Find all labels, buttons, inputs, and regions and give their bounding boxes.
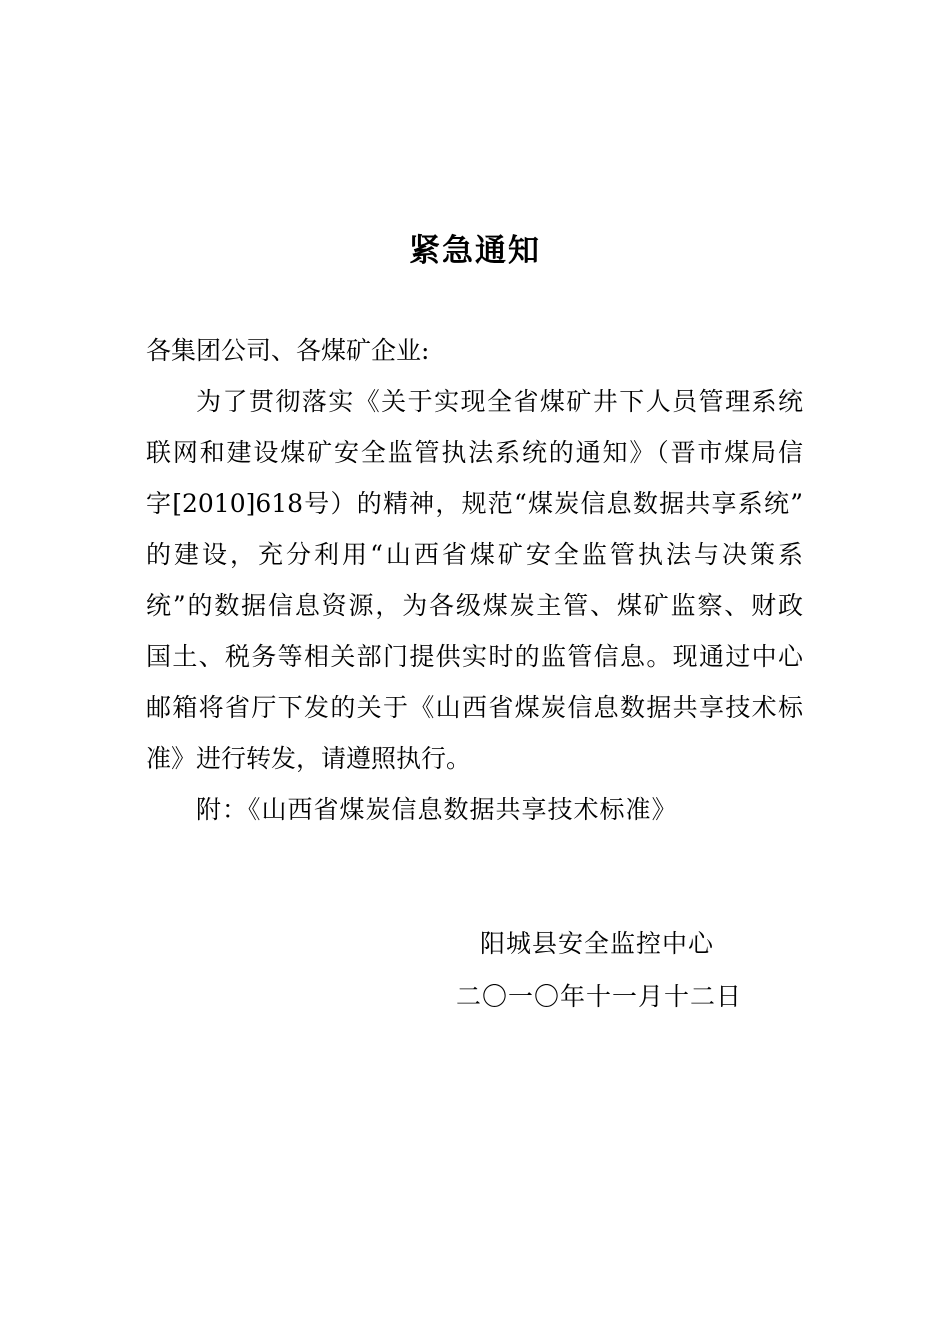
body-line: 字[2010]618号）的精神，规范“煤炭信息数据共享系统” bbox=[146, 489, 803, 518]
body-line: 的建设，充分利用“山西省煤矿安全监管执法与决策系 bbox=[146, 540, 803, 569]
issue-date: 二〇一〇年十一月十二日 bbox=[456, 982, 743, 1011]
body-line: 国土、税务等相关部门提供实时的监管信息。现通过中心 bbox=[146, 642, 803, 671]
issuing-organization: 阳城县安全监控中心 bbox=[480, 929, 715, 958]
body-line: 邮箱将省厅下发的关于《山西省煤炭信息数据共享技术标 bbox=[146, 693, 803, 722]
body-line: 准》进行转发，请遵照执行。 bbox=[146, 744, 472, 773]
body-line: 为了贯彻落实《关于实现全省煤矿井下人员管理系统 bbox=[196, 387, 803, 416]
salutation: 各集团公司、各煤矿企业: bbox=[146, 336, 430, 365]
attachment-note: 附：《山西省煤炭信息数据共享技术标准》 bbox=[196, 795, 678, 824]
document-title: 紧急通知 bbox=[409, 233, 541, 269]
body-line: 统”的数据信息资源，为各级煤炭主管、煤矿监察、财政 bbox=[146, 591, 803, 620]
body-line: 联网和建设煤矿安全监管执法系统的通知》（晋市煤局信 bbox=[146, 438, 803, 467]
